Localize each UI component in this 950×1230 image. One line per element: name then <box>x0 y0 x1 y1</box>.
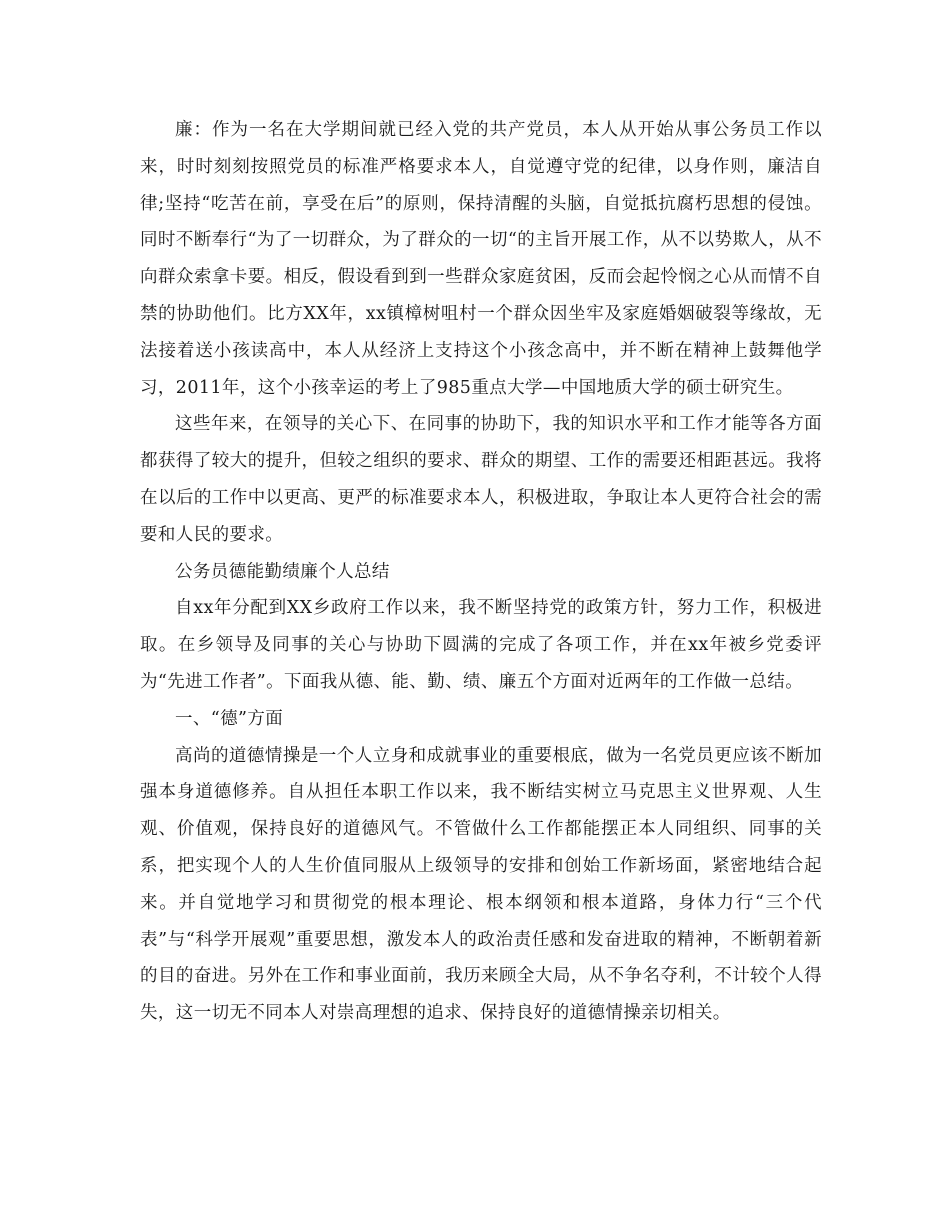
section-title: 公务员德能勤绩廉个人总结 <box>175 561 390 582</box>
paragraph-virtue: 高尚的道德情操是一个人立身和成就事业的重要根底，做为一名党员更应该不断加强本身道德修养。自从担任本职工作以来，我不断结实树立马克思主义世界观、人生观、价值观，保持良好的道德风气。不管做什么工作都能摆正本人同组织、同事的关系，把实现个人的人生价值同服从上级领导的安排和创始工作新场面，紧密地结合起来。并自觉地学习和贯彻党的根本理论、根本纲领和根本道路，身体力行“三个代表”与“科学开展观”重要思想，激发本人的政治责任感和发奋进取的精神，不断朝着新的目的奋进。另外在工作和事业面前，我历来顾全大局，从不争名夺利，不计较个人得失，这一切无不同本人对崇高理想的追求、保持良好的道德情操亲切相关。 <box>140 745 822 1024</box>
document-page <box>140 112 822 1032</box>
subsection-heading-virtue: 一、“德”方面 <box>175 708 284 729</box>
paragraph-integrity: 廉：作为一名在大学期间就已经入党的共产党员，本人从开始从事公务员工作以来，时时刻刻按照党员的标准严格要求本人，自觉遵守党的纪律，以身作则，廉洁自律;坚持“吃苦在前，享受在后”的原则，保持清醒的头脑，自觉抵抗腐朽思想的侵蚀。同时不断奉行“为了一切群众，为了群众的一切“的主旨开展工作，从不以势欺人，从不向群众索拿卡要。相反，假设看到到一些群众家庭贫困，反而会起怜悯之心从而情不自禁的协助他们。比方XX年，xx镇樟树咀村一个群众因坐牢及家庭婚姻破裂等缘故，无法接着送小孩读高中，本人从经济上支持这个小孩念高中，并不断在精神上鼓舞他学习，2011年，这个小孩幸运的考上了985重点大学—中国地质大学的硕士研究生。 <box>140 120 822 398</box>
paragraph-intro: 自xx年分配到XX乡政府工作以来，我不断坚持党的政策方针，努力工作，积极进取。在乡领导及同事的关心与协助下圆满的完成了各项工作，并在xx年被乡党委评为“先进工作者”。下面我从德、能、勤、绩、廉五个方面对近两年的工作做一总结。 <box>140 598 822 692</box>
paragraph-reflection: 这些年来，在领导的关心下、在同事的协助下，我的知识水平和工作才能等各方面都获得了较大的提升，但较之组织的要求、群众的期望、工作的需要还相距甚远。我将在以后的工作中以更高、更严的标准要求本人，积极进取，争取让本人更符合社会的需要和人民的要求。 <box>140 414 822 545</box>
